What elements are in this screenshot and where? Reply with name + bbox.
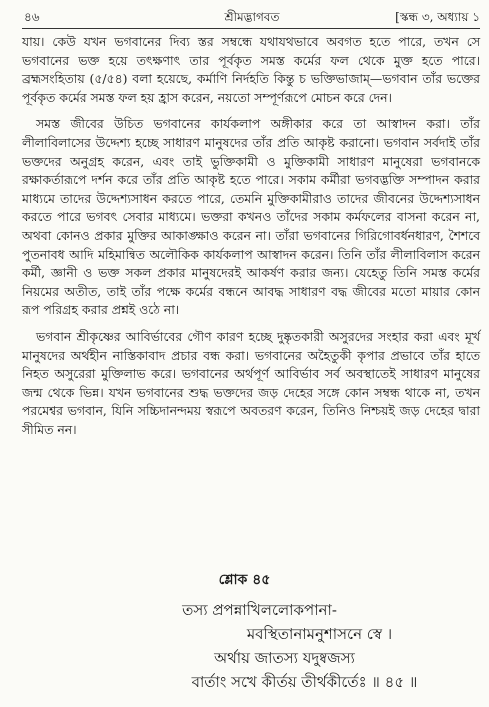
verse-line: বার্তাং সখে কীর্তয় তীর্থকীর্তেঃ ॥ ৪৫ ॥ <box>191 673 418 691</box>
verse-title: শ্লোক ৪৫ <box>218 572 271 588</box>
verse-line: অর্থায় জাতস্য যদুষ্বজস্য <box>214 649 355 667</box>
commentary-text <box>22 33 480 447</box>
section-reference: [স্কন্ধ ৩, অধ্যায় ১ <box>395 10 480 24</box>
page-number: ৪৬ <box>24 10 40 24</box>
book-title: শ্রীমদ্ভাগবত <box>224 10 280 24</box>
verse-line: তস্য প্রপন্নাখিললোকপানা- <box>182 601 337 619</box>
header-divider <box>22 28 480 29</box>
paragraph: যায়। কেউ যখন ভগবানের দিব্য স্তর সম্বন্ধে যথাযথভাবে অবগত হতে পারে, তখন সে ভগবানের ভক্ত হয়ে তৎক্ষণাৎ তার পূর্বকৃত সমস্ত কর্মের ফল থেকে মুক্ত হতে পারে। ব্রহ্মসংহিতায় (৫/৫৪) বলা হয়েছে, কর্মাণি নির্দহতি কিন্তু চ ভক্তিভাজাম্—ভগবান তাঁর ভক্তের পূর্বকৃত কর্মের সমস্ত ফল হয় হ্রাস করেন, নয়তো সম্পূর্ণরূপে মোচন করে দেন। <box>22 34 480 105</box>
paragraph: ভগবান শ্রীকৃষ্ণের আবির্ভাবের গৌণ কারণ হচ্ছে দুষ্কৃতকারী অসুরদের সংহার করা এবং মূর্খ মানুষদের অর্থহীন নাস্তিকাবাদ প্রচার বন্ধ করা। ভগবানের অহৈতুকী কৃপার প্রভাবে তাঁর হাতে নিহত অসুরেরা মুক্তিলাভ করে। ভগবানের অর্থপূর্ণ আবির্ভাব সর্ব অবস্থাতেই সাধারণ মানুষের জন্ম থেকে ভিন্ন। যখন ভগবানের শুদ্ধ ভক্তদের জড় দেহের সঙ্গে কোন সম্বন্ধ থাকে না, তখন পরমেশ্বর ভগবান, যিনি সচ্চিদানন্দময় স্বরূপে অবতরণ করেন, তিনিও নিশ্চয়ই জড় দেহের দ্বারা সীমিত নন। <box>22 328 480 437</box>
verse-block <box>0 568 489 694</box>
paragraph: সমস্ত জীবের উচিত ভগবানের কার্যকলাপ অঙ্গীকার করে তা আস্বাদন করা। তাঁর লীলাবিলাসের উদ্দেশ্য হচ্ছে সাধারণ মানুষদের তাঁর প্রতি আকৃষ্ট করানো। ভগবান সর্বদাই তাঁর ভক্তদের অনুগ্রহ করেন, এবং তাই ভুক্তিকামী ও মুক্তিকামী সাধারণ মানুষেরা ভগবানকে রক্ষাকর্তারূপে দর্শন করে তাঁর প্রতি আকৃষ্ট হতে পারে। সকাম কর্মীরা ভগবদ্ভক্তি সম্পাদন করার মাধ্যমে তাদের উদ্দেশ্যসাধন করতে পারে, তেমনি মুক্তিকামীরাও তাদের জীবনের উদ্দেশ্যসাধন করতে পারে ভগবৎ সেবার মাধ্যমে। ভক্তরা কখনও তাঁদের সকাম কর্মফলের বাসনা করেন না, অথবা কোনও প্রকার মুক্তির আকাঙ্ক্ষাও করেন না। তাঁরা ভগবানের গিরিগোবর্ধনধারণ, শৈশবে পুতনাবধ আদি মহিমান্বিত অলৌকিক কার্যকলাপ আস্বাদন করেন। তিনি তাঁর লীলাবিলাস করেন কর্মী, জ্ঞানী ও ভক্ত সকল প্রকার মানুষদেরই আকর্ষণ করার জন্য। যেহেতু তিনি সমস্ত কর্মের নিয়মের অতীত, তাই তাঁর পক্ষে কর্মের বন্ধনে আবদ্ধ সাধারণ বদ্ধ জীবের মতো মায়ার কোন রূপ পরিগ্রহ করার প্রশ্নই ওঠে না। <box>22 116 480 318</box>
verse-line: মবস্থিতানামনুশাসনে স্বে । <box>246 625 393 643</box>
